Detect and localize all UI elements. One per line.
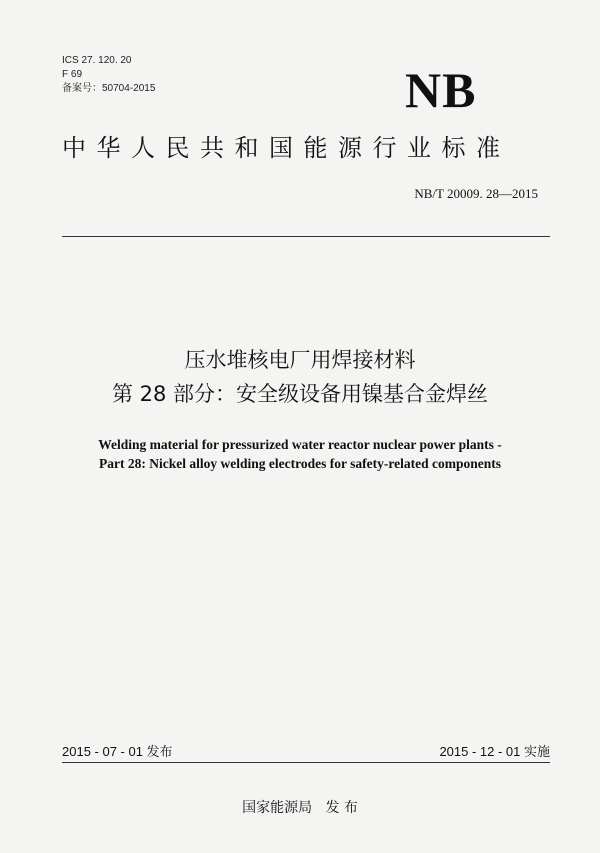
english-title-line-1: Welding material for pressurized water reactor nuclear power plants - — [98, 437, 502, 452]
issue-date: 2015 - 07 - 01 发布 — [62, 744, 173, 759]
english-title-line-2: Part 28: Nickel alloy welding electrodes for safety-related components — [99, 456, 501, 471]
top-divider — [62, 236, 550, 237]
ics-code: ICS 27. 120. 20 — [62, 55, 132, 66]
bottom-divider — [62, 762, 550, 763]
record-number: 备案号：50704-2015 — [62, 83, 156, 94]
classification-code: F 69 — [62, 69, 83, 80]
chinese-title-line-1: 压水堆核电厂用焊接材料 — [184, 348, 416, 372]
chinese-title-line-2: 第 28 部分：安全级设备用镍基合金焊丝 — [111, 382, 489, 406]
standard-code: NB/T 20009. 28—2015 — [414, 186, 538, 201]
implementation-date: 2015 - 12 - 01 实施 — [439, 744, 550, 759]
publisher: 国家能源局 发 布 — [242, 800, 358, 816]
nb-logo: NB — [405, 62, 477, 118]
org-title: 中华人民共和国能源行业标准 — [62, 134, 511, 162]
